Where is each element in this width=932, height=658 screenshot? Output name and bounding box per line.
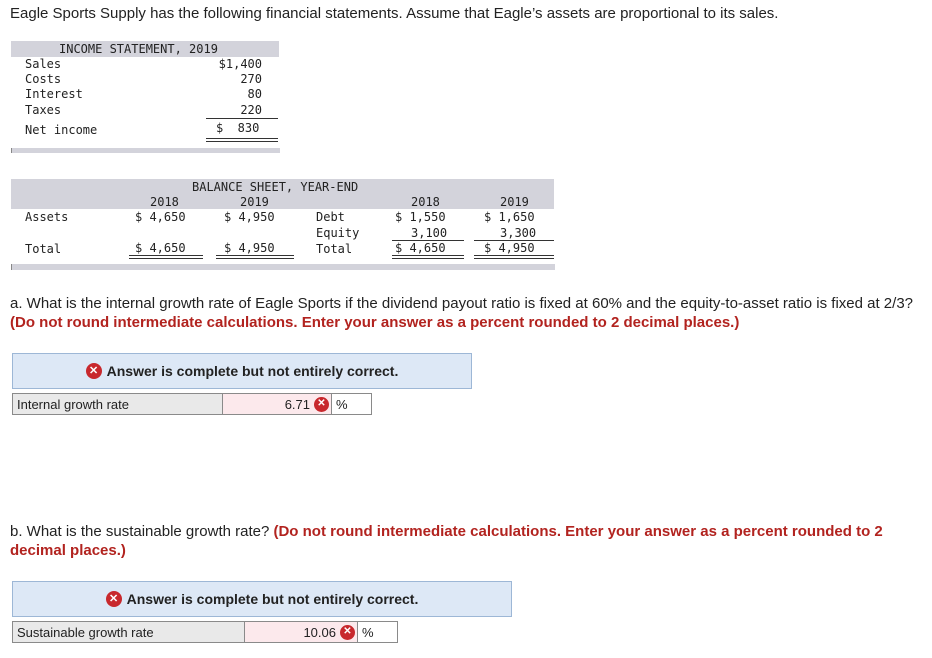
income-statement-footer-bar (11, 148, 280, 153)
bs-label-assets: Assets (25, 210, 69, 224)
bs-label-debt: Debt (316, 210, 345, 224)
is-value-costs: 270 (240, 72, 262, 86)
bs-debt-2018: $ 1,550 (395, 210, 446, 224)
income-statement-title: INCOME STATEMENT, 2019 (59, 42, 218, 56)
balance-sheet-footer-bar (11, 264, 555, 270)
is-value-sales: $1,400 (218, 57, 262, 71)
is-subtotal-rule (206, 118, 278, 119)
bs-total-rule-c2 (392, 258, 464, 259)
is-value-net-income: $ 830 (216, 121, 260, 135)
bs-label-total-left: Total (25, 242, 62, 256)
answer-unit-b: % (358, 621, 398, 643)
x-circle-icon: ✕ (86, 363, 102, 379)
x-circle-icon: ✕ (106, 591, 122, 607)
answer-status-banner-a (12, 353, 472, 389)
x-circle-icon: ✕ (340, 625, 355, 640)
answer-status-text-b: Answer is complete but not entirely correct. (126, 591, 419, 607)
answer-status-banner-b (12, 581, 512, 617)
bs-equity-2018: 3,100 (411, 226, 448, 240)
bs-label-total-right: Total (316, 242, 353, 256)
answer-unit-a: % (332, 393, 372, 415)
is-label-costs: Costs (25, 72, 62, 86)
answer-row-b (12, 621, 398, 643)
is-value-taxes: 220 (240, 103, 262, 117)
bs-total-rule-c1 (392, 255, 464, 256)
bs-year-2019-right: 2019 (500, 195, 529, 209)
question-b-instruction: (Do not round intermediate calculations. Enter your answer as a percent rounded to 2 decimal places.) (10, 523, 883, 559)
balance-sheet-title: BALANCE SHEET, YEAR-END (192, 180, 359, 194)
bs-total-rule-b2 (216, 258, 294, 259)
answer-row-a (12, 393, 372, 415)
sustainable-growth-rate-input[interactable] (245, 621, 358, 643)
bs-assets-2019: $ 4,950 (224, 210, 275, 224)
bs-total-rule-a1 (129, 255, 203, 256)
bs-total-assets-2018: $ 4,650 (135, 241, 186, 255)
is-total-rule-2 (206, 141, 278, 142)
bs-equity-2019: 3,300 (500, 226, 537, 240)
bs-assets-2018: $ 4,650 (135, 210, 186, 224)
is-label-sales: Sales (25, 57, 62, 71)
problem-intro: Eagle Sports Supply has the following financial statements. Assume that Eagle’s assets are proportional to its sales. (10, 5, 779, 22)
answer-value-b: 10.06 (303, 624, 336, 640)
question-a (10, 294, 928, 332)
is-label-net-income: Net income (25, 123, 98, 137)
question-a-instruction: (Do not round intermediate calculations. Enter your answer as a percent rounded to 2 decimal places.) (10, 314, 740, 331)
bs-total-rule-d1 (474, 255, 554, 256)
is-total-rule-1 (206, 138, 278, 139)
bs-year-2019-left: 2019 (240, 195, 269, 209)
question-b (10, 522, 928, 560)
internal-growth-rate-input[interactable] (223, 393, 332, 415)
is-label-taxes: Taxes (25, 103, 62, 117)
is-label-interest: Interest (25, 87, 83, 101)
answer-label-a: Internal growth rate (12, 393, 223, 415)
answer-value-a: 6.71 (284, 396, 310, 412)
bs-total-rule-d2 (474, 258, 554, 259)
question-b-text: b. What is the sustainable growth rate? (10, 523, 274, 540)
answer-status-text-a: Answer is complete but not entirely correct. (106, 363, 399, 379)
bs-year-2018-left: 2018 (150, 195, 179, 209)
answer-label-b: Sustainable growth rate (12, 621, 245, 643)
bs-total-liab-2018: $ 4,650 (395, 241, 446, 255)
bs-total-rule-a2 (129, 258, 203, 259)
bs-debt-2019: $ 1,650 (484, 210, 535, 224)
is-value-interest: 80 (247, 87, 262, 101)
bs-label-equity: Equity (316, 226, 360, 240)
bs-year-2018-right: 2018 (411, 195, 440, 209)
bs-total-rule-b1 (216, 255, 294, 256)
x-circle-icon: ✕ (314, 397, 329, 412)
bs-total-liab-2019: $ 4,950 (484, 241, 535, 255)
question-a-text: a. What is the internal growth rate of Eagle Sports if the dividend payout ratio is fixed at 60% and the equity-to-asset ratio is fixed at 2/3? (10, 295, 914, 312)
bs-total-assets-2019: $ 4,950 (224, 241, 275, 255)
